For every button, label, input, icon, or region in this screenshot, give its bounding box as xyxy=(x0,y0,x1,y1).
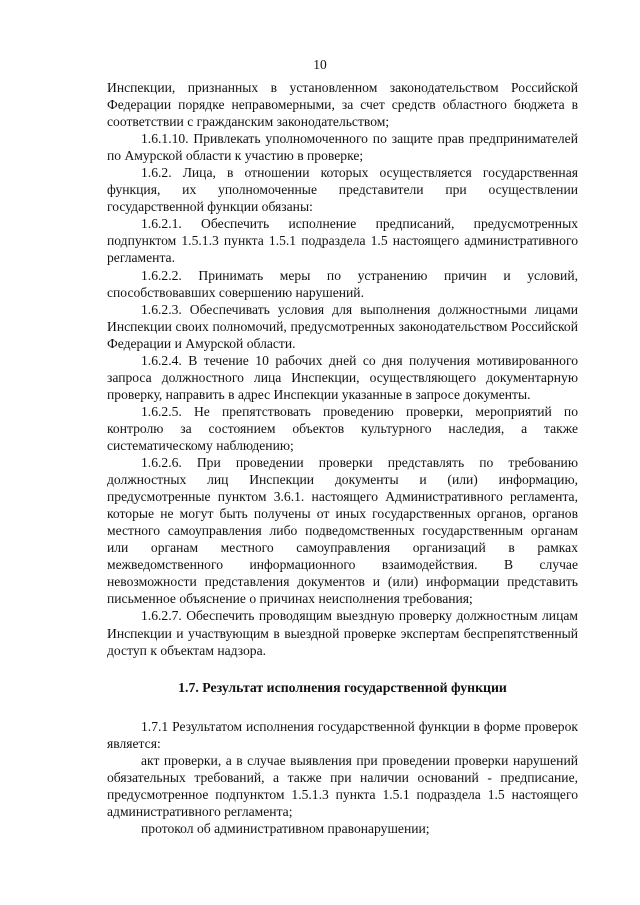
paragraph: 1.6.2. Лица, в отношении которых осуществляется государственная функция, их уполномоченные представители при осуществлении государственной функции обязаны: xyxy=(107,165,578,215)
paragraph: 1.6.1.10. Привлекать уполномоченного по защите прав предпринимателей по Амурской области к участию в проверке; xyxy=(107,131,578,164)
paragraph: 1.6.2.6. При проведении проверки представлять по требованию должностных лиц Инспекции документы и (или) информацию, предусмотренные пунктом 3.6.1. настоящего Административного регламента, которые не могут быть получены от иных государственных органов, органов местного самоуправления либо подведомственных государственным органам или органам местного самоуправления организаций в рамках межведомственного информационного взаимодействия. В случае невозможности представления документов и (или) информации представить письменное объяснение о причинах неисполнения требования; xyxy=(107,455,578,607)
paragraph: 1.6.2.7. Обеспечить проводящим выездную проверку должностным лицам Инспекции и участвующим в выездной проверке экспертам беспрепятственный доступ к объектам надзора. xyxy=(107,608,578,658)
paragraph: 1.6.2.4. В течение 10 рабочих дней со дня получения мотивированного запроса должностного лица Инспекции, осуществляющего документарную проверку, направить в адрес Инспекции указанные в запросе документы. xyxy=(107,352,578,402)
paragraph: 1.6.2.3. Обеспечивать условия для выполнения должностными лицами Инспекции своих полномочий, предусмотренных законодательством Российской Федерации и Амурской области. xyxy=(107,301,578,351)
page-number: 10 xyxy=(313,57,327,72)
paragraph: Инспекции, признанных в установленном законодательством Российской Федерации порядке неправомерными, за счет средств областного бюджета в соответствии с гражданским законодательством; xyxy=(107,80,578,130)
paragraph: акт проверки, а в случае выявления при проведении проверки нарушений обязательных требований, а также при наличии оснований - предписание, предусмотренное подпунктом 1.5.1.3 пункта 1.5.1 подраздела 1.5 настоящего административного регламента; xyxy=(107,752,578,819)
paragraph: 1.7.1 Результатом исполнения государственной функции в форме проверок является: xyxy=(107,718,578,751)
paragraph: 1.6.2.5. Не препятствовать проведению проверки, мероприятий по контролю за состоянием объектов культурного наследия, а также систематическому наблюдению; xyxy=(107,403,578,453)
paragraph: протокол об административном правонарушении; xyxy=(141,820,430,836)
section-heading: 1.7. Результат исполнения государственной функции xyxy=(178,679,507,695)
paragraph: 1.6.2.2. Принимать меры по устранению причин и условий, способствовавших совершению нарушений. xyxy=(107,267,578,300)
document-body xyxy=(107,79,578,837)
paragraph: 1.6.2.1. Обеспечить исполнение предписаний, предусмотренных подпунктом 1.5.1.3 пункта 1.5.1 подраздела 1.5 настоящего административного регламента. xyxy=(107,216,578,266)
